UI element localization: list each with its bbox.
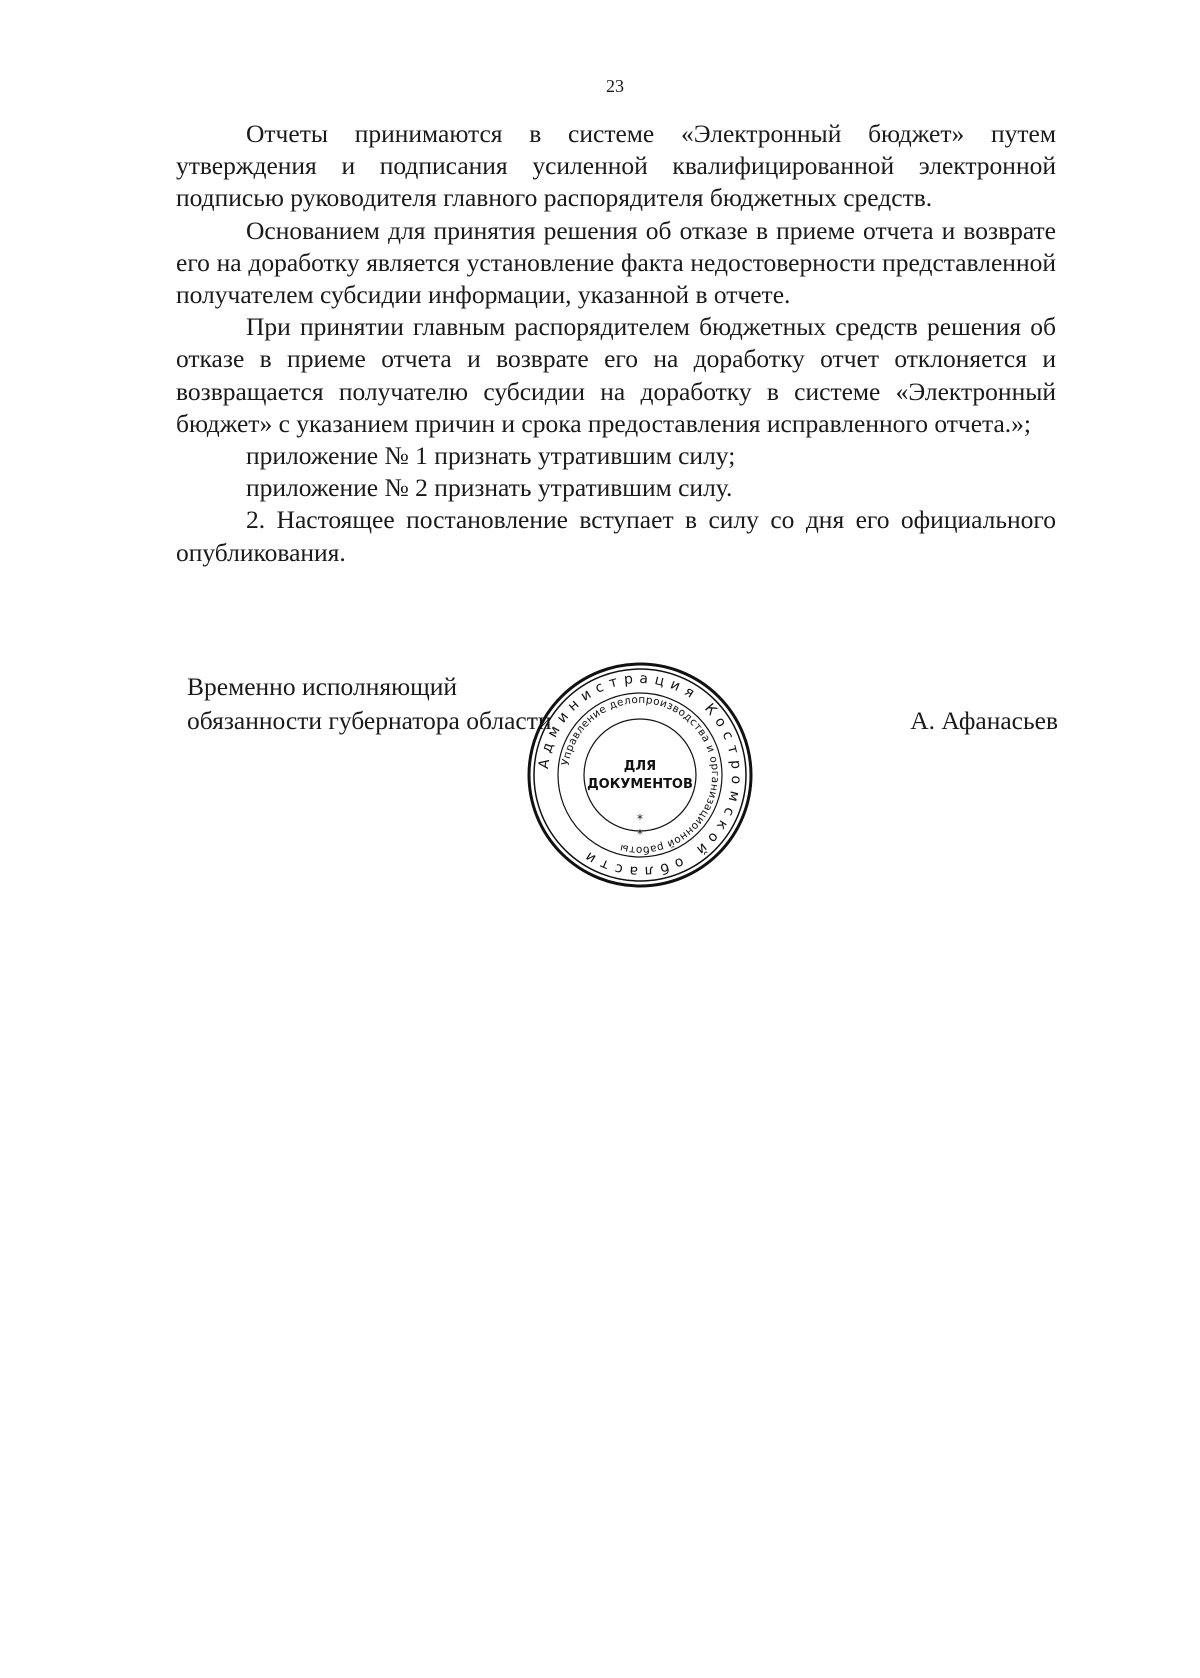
seal-outer-text: Администрация Костромской области: [535, 670, 745, 880]
paragraph-appendix-2: приложение № 2 признать утратившим силу.: [246, 473, 733, 503]
paragraph-effective-date: 2. Настоящее постановление вступает в силу со дня его официального опубликования.: [176, 505, 1056, 567]
signatory-title: [187, 670, 552, 738]
paragraph-reports-acceptance: Отчеты принимаются в системе «Электронный бюджет» путем утверждения и подписания усиленной квалифицированной электронной подписью руководителя главного распорядителя бюджетных средств.: [176, 119, 1056, 213]
paragraph-refusal-grounds: Основанием для принятия решения об отказе в приеме отчета и возврате его на доработку является установление факта недостоверности представленной получателем субсидии информации, указанной в отчете.: [176, 215, 1056, 310]
seal-star-icon: *: [637, 812, 643, 826]
document-body: [176, 118, 1056, 569]
paragraph-appendix-1: приложение № 1 признать утратившим силу;: [246, 441, 736, 471]
seal-graphic: [525, 660, 755, 890]
signatory-name: А. Афанасьев: [910, 706, 1058, 735]
paragraph-refusal-procedure: При принятии главным распорядителем бюджетных средств решения об отказе в приеме отчета и возврате его на доработку отчет отклоняется и возвращается получателю субсидии на доработку в системе «Электронный бюджет» с указанием причин и срока предоставления исправленного отчета.»;: [176, 312, 1056, 438]
seal-center-line2: ДОКУМЕНТОВ: [587, 777, 693, 792]
seal-center-line1: ДЛЯ: [623, 759, 657, 774]
seal-inner-text: Управление делопроизводства и организационной работы: [559, 693, 722, 857]
page-number: 23: [606, 76, 624, 96]
signatory-title-line1: Временно исполняющий: [187, 672, 458, 701]
official-seal: [525, 660, 755, 890]
signatory-title-line2: обязанности губернатора области: [187, 706, 552, 735]
seal-star-icon: *: [637, 827, 643, 841]
